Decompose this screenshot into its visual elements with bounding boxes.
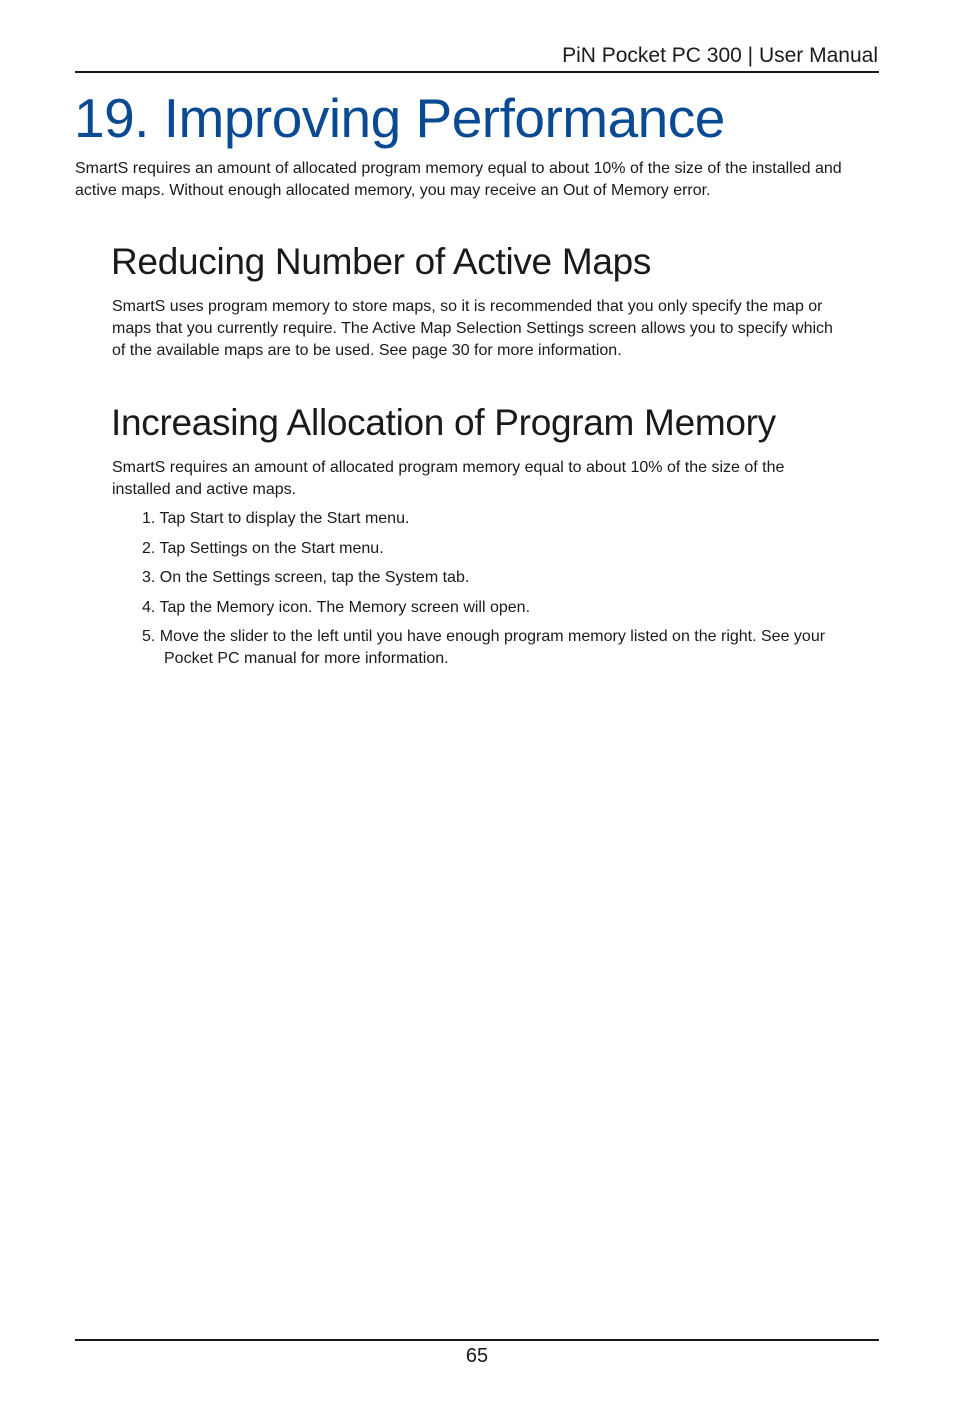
running-header: PiN Pocket PC 300 | User Manual (562, 44, 878, 67)
section-body-reducing-active-maps: SmartS uses program memory to store maps, so it is recommended that you only specify the map or maps that you currently require. The Active Map Selection Settings screen allows you to specify which of the available maps are to be used. See page 30 for more information. (112, 298, 833, 359)
page-number: 65 (465, 1345, 489, 1367)
step-item: 3. On the Settings screen, tap the System tab. (142, 569, 470, 586)
section-body-increasing-memory: SmartS requires an amount of allocated program memory equal to about 10% of the size of the installed and active maps. (112, 459, 785, 498)
steps-list (142, 508, 842, 678)
header-rule (75, 71, 879, 73)
section-title-increasing-memory: Increasing Allocation of Program Memory (111, 402, 776, 443)
footer-rule (75, 1339, 879, 1341)
section-title-reducing-active-maps: Reducing Number of Active Maps (111, 241, 652, 282)
step-item: 2. Tap Settings on the Start menu. (142, 539, 384, 557)
step-item: 5. Move the slider to the left until you have enough program memory listed on the right. See your Pocket PC manual for more information. (142, 628, 826, 667)
chapter-title: 19. Improving Performance (74, 87, 725, 149)
chapter-intro-paragraph: SmartS requires an amount of allocated program memory equal to about 10% of the size of the installed and active maps. Without enough allocated memory, you may receive an Out of Memory error. (75, 160, 842, 199)
step-item: 4. Tap the Memory icon. The Memory screen will open. (142, 598, 531, 616)
step-item: 1. Tap Start to display the Start menu. (142, 510, 410, 527)
